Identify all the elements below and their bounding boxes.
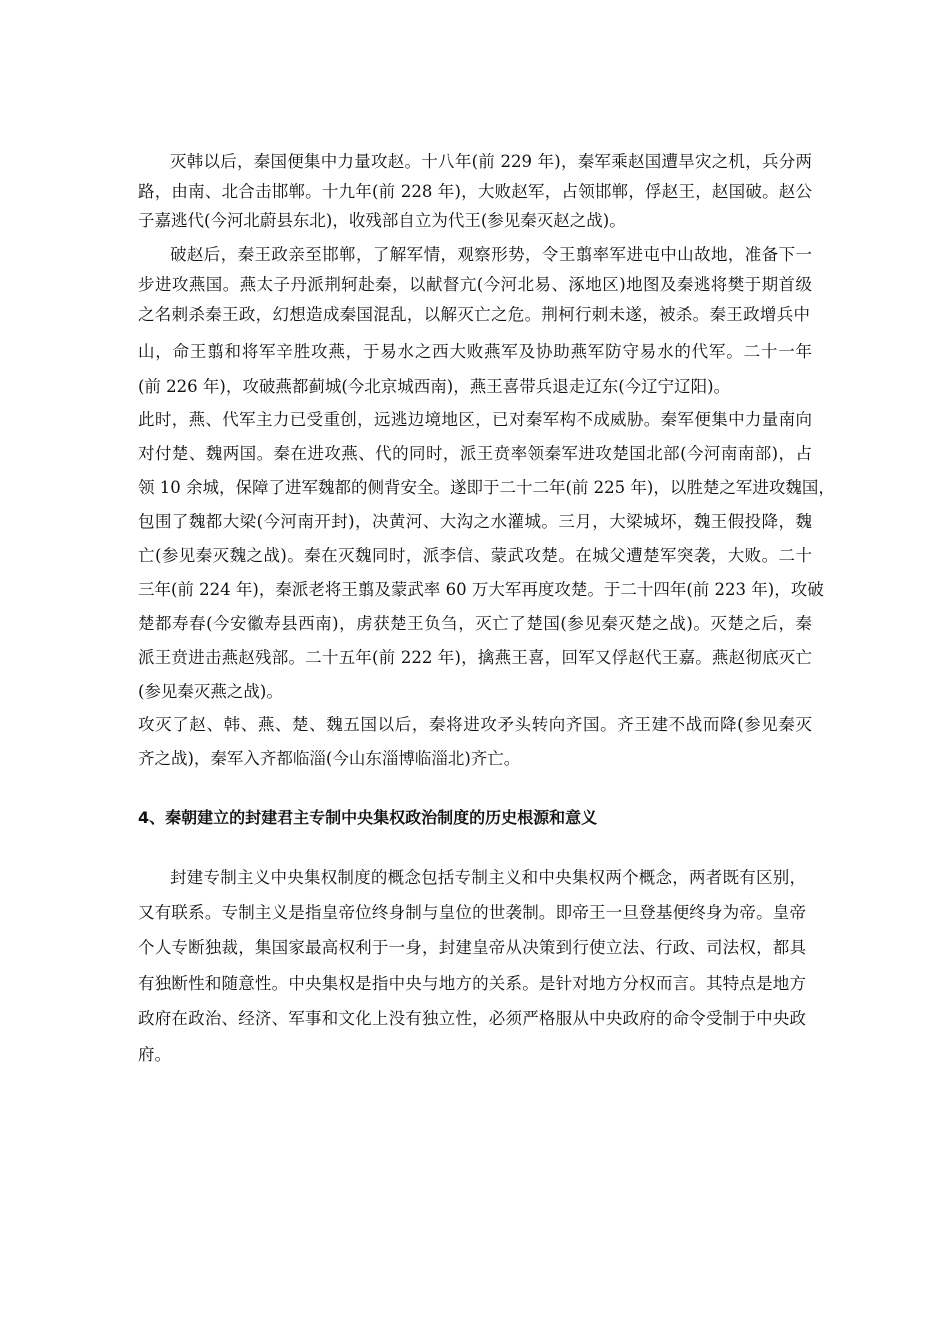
text-line: 楚都寿春(今安徽寿县西南)，虏获楚王负刍，灭亡了楚国(参见秦灭楚之战)。灭楚之后，秦 bbox=[138, 614, 812, 633]
text-line: 山，命王翦和将军辛胜攻燕，于易水之西大败燕军及协助燕军防守易水的代军。二十一年 bbox=[138, 342, 812, 361]
text-line: 亡(参见秦灭魏之战)。秦在灭魏同时，派李信、蒙武攻楚。在城父遭楚军突袭，大败。二十 bbox=[138, 546, 812, 565]
text-line: 对付楚、魏两国。秦在进攻燕、代的同时，派王贲率领秦军进攻楚国北部(今河南南部)，占 bbox=[138, 444, 812, 463]
text-line: 政府在政治、经济、军事和文化上没有独立性，必须严格服从中央政府的命令受制于中央政 bbox=[138, 1009, 806, 1028]
text-line: 之名刺杀秦王政，幻想造成秦国混乱，以解灭亡之危。荆柯行刺未遂，被杀。秦王政增兵中 bbox=[138, 305, 810, 324]
text-line: 派王贲进击燕赵残部。二十五年(前 222 年)，擒燕王喜，回军又俘赵代王嘉。燕赵彻底灭亡 bbox=[138, 648, 812, 667]
text-line: 攻灭了赵、韩、燕、楚、魏五国以后，秦将进攻矛头转向齐国。齐王建不战而降(参见秦灭 bbox=[138, 715, 812, 734]
text-line: 子嘉逃代(今河北蔚县东北)，收残部自立为代王(参见秦灭赵之战)。 bbox=[138, 211, 626, 230]
text-line: 府。 bbox=[138, 1045, 171, 1064]
text-line: 三年(前 224 年)，秦派老将王翦及蒙武率 60 万大军再度攻楚。于二十四年(前 223 年)，攻破 bbox=[138, 580, 824, 599]
text-line: 封建专制主义中央集权制度的概念包括专制主义和中央集权两个概念，两者既有区别， bbox=[170, 868, 806, 887]
text-line: 灭韩以后，秦国便集中力量攻赵。十八年(前 229 年)，秦军乘赵国遭旱灾之机，兵分两 bbox=[170, 152, 812, 171]
text-line: 包围了魏都大梁(今河南开封)，决黄河、大沟之水灌城。三月，大梁城坏，魏王假投降，魏 bbox=[138, 512, 812, 531]
text-line: 领 10 余城，保障了进军魏都的侧背安全。遂即于二十二年(前 225 年)，以胜楚之军进攻魏国， bbox=[138, 478, 835, 497]
text-line: 路，由南、北合击邯郸。十九年(前 228 年)，大败赵军，占领邯郸，俘赵王，赵国破。赵公 bbox=[138, 182, 812, 201]
text-line: 破赵后，秦王政亲至邯郸，了解军情，观察形势，令王翦率军进屯中山故地，准备下一 bbox=[170, 245, 812, 264]
text-line: 又有联系。专制主义是指皇帝位终身制与皇位的世袭制。即帝王一旦登基便终身为帝。皇帝 bbox=[138, 903, 806, 922]
text-line: 有独断性和随意性。中央集权是指中央与地方的关系。是针对地方分权而言。其特点是地方 bbox=[138, 974, 806, 993]
text-line: 齐之战)，秦军入齐都临淄(今山东淄博临淄北)齐亡。 bbox=[138, 749, 521, 768]
text-line: 步进攻燕国。燕太子丹派荆轲赴秦，以献督亢(今河北易、涿地区)地图及秦逃将樊于期首级 bbox=[138, 275, 812, 294]
text-line: 个人专断独裁，集国家最高权利于一身，封建皇帝从决策到行使立法、行政、司法权，都具 bbox=[138, 938, 806, 957]
text-line: 此时，燕、代军主力已受重创，远逃边境地区，已对秦军构不成威胁。秦军便集中力量南向 bbox=[138, 410, 812, 429]
text-line: (参见秦灭燕之战)。 bbox=[138, 682, 283, 701]
text-line: (前 226 年)，攻破燕都蓟城(今北京城西南)，燕王喜带兵退走辽东(今辽宁辽阳)。 bbox=[138, 377, 731, 396]
section-heading: 4、秦朝建立的封建君主专制中央集权政治制度的历史根源和意义 bbox=[138, 808, 598, 827]
